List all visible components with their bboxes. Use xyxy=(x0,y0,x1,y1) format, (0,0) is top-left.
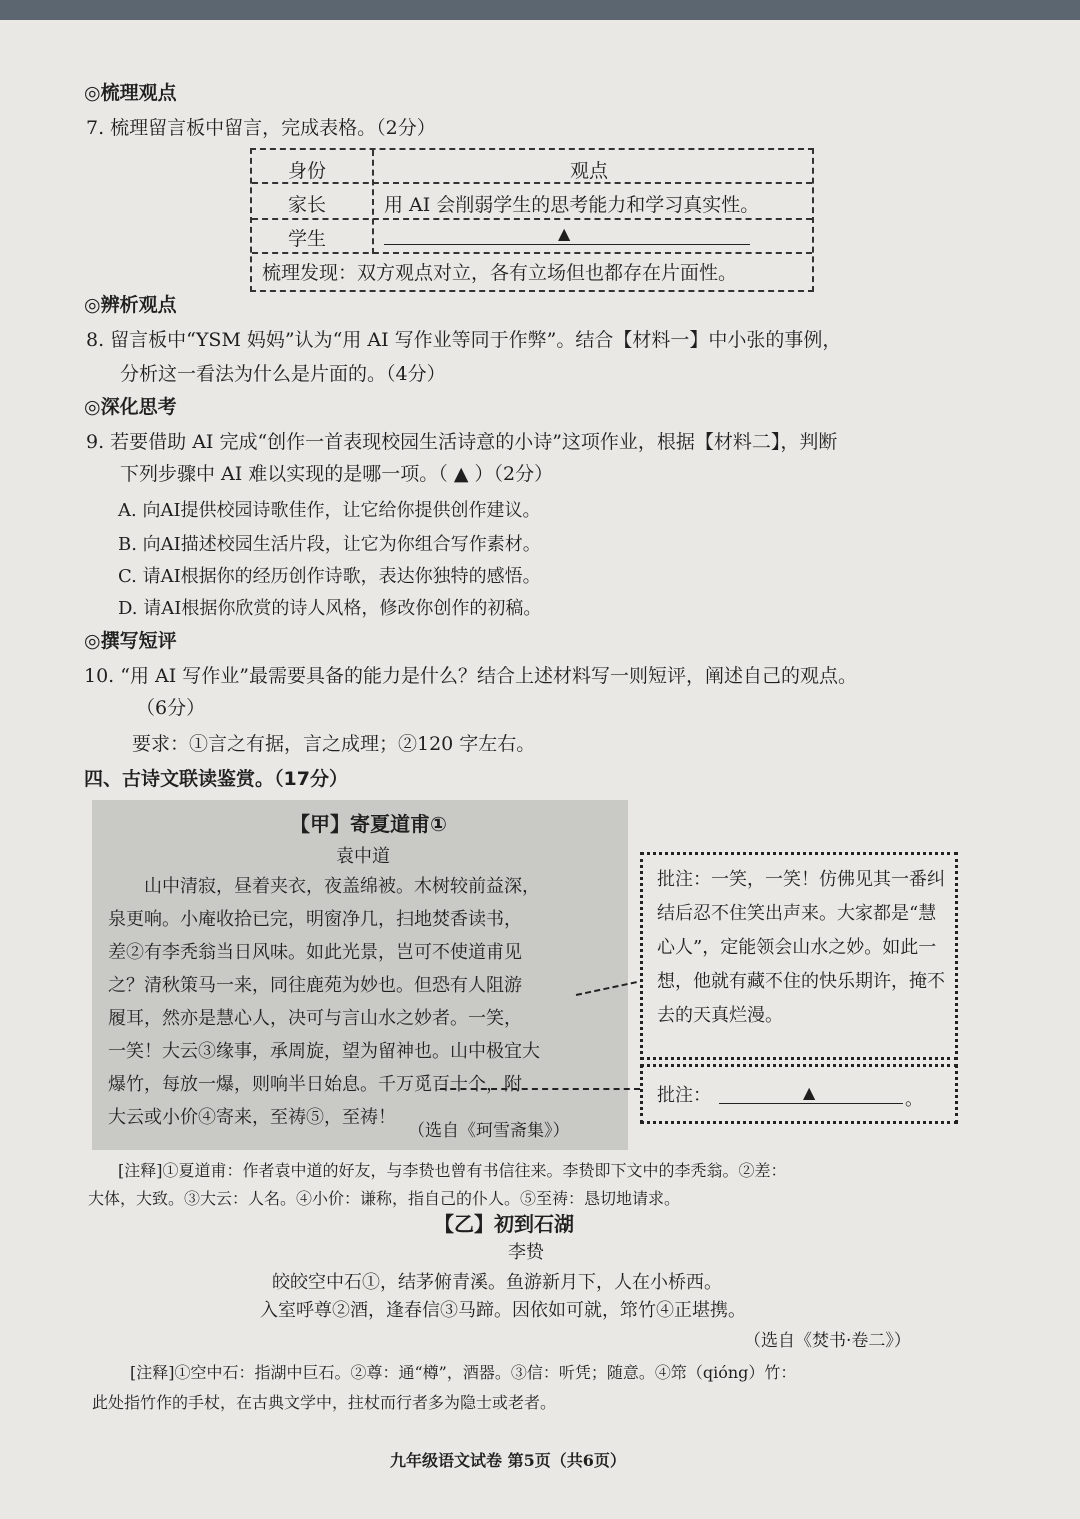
row-parent-view: 用 AI 会削弱学生的思考能力和学习真实性。 xyxy=(384,194,760,216)
jia-author: 袁中道 xyxy=(336,846,390,867)
yi-source: （选自《焚书·卷二》） xyxy=(744,1331,911,1351)
annotation-box-2 xyxy=(640,1064,958,1124)
q7-table xyxy=(250,148,814,292)
annotation-box-1 xyxy=(640,852,958,1060)
question-10-line2: （6分） xyxy=(136,697,206,719)
annotation-end: 。 xyxy=(905,1089,923,1110)
yi-line2: 入室呼尊②酒，逢春信③马蹄。因依如可就，筇竹④正堪携。 xyxy=(260,1300,746,1321)
question-10-requirement: 要求：①言之有据，言之成理；②120 字左右。 xyxy=(132,733,536,755)
row-student-label: 学生 xyxy=(288,228,327,250)
row-parent-label: 家长 xyxy=(288,194,327,216)
answer-marker-icon: ▲ xyxy=(803,1083,816,1102)
yi-title: 【乙】初到石湖 xyxy=(434,1212,574,1236)
answer-blank-line[interactable] xyxy=(384,244,750,245)
question-9-line1: 9. 若要借助 AI 完成“创作一首表现校园生活诗意的小诗”这项作业，根据【材料二】，判断 xyxy=(86,431,838,453)
yi-author: 李贽 xyxy=(508,1242,544,1263)
jia-line: 大云或小价④寄来，至祷⑤，至祷！ xyxy=(108,1107,396,1128)
question-8-line1: 8. 留言板中“YSM 妈妈”认为“用 AI 写作业等同于作弊”。结合【材料一】中小张的事例， xyxy=(86,329,842,351)
yi-annotation-line1: [注释]①空中石：指湖中巨石。②尊：通“樽”，酒器。③信：听凭；随意。④筇（qióng）竹： xyxy=(130,1363,797,1382)
jia-annotation-line1: [注释]①夏道甫：作者袁中道的好友，与李贽也曾有书信往来。李贽即下文中的李秃翁。②差： xyxy=(118,1161,787,1180)
question-8-line2: 分析这一看法为什么是片面的。（4分） xyxy=(120,363,446,385)
answer-marker-icon: ▲ xyxy=(558,224,571,243)
section-heading: ◎梳理观点 xyxy=(84,82,177,104)
jia-text xyxy=(108,870,624,1134)
top-edge-band xyxy=(0,0,1080,20)
annotation-text: 批注：一笑，一笑！仿佛见其一番纠结后忍不住笑出声来。大家都是“慧心人”，定能领会山水之妙。如此一想，他就有藏不住的快乐期许，掩不去的天真烂漫。 xyxy=(657,869,945,1026)
jia-source: （选自《珂雪斋集》） xyxy=(408,1121,570,1141)
page-footer: 九年级语文试卷 第5页（共6页） xyxy=(390,1451,626,1470)
option-a[interactable]: A. 向AI提供校园诗歌佳作，让它给你提供创作建议。 xyxy=(118,500,541,521)
col-header-identity: 身份 xyxy=(288,160,327,182)
annotation-label: 批注： xyxy=(657,1085,711,1106)
option-d[interactable]: D. 请AI根据你欣赏的诗人风格，修改你创作的初稿。 xyxy=(118,598,542,619)
section-heading: ◎深化思考 xyxy=(84,396,177,418)
yi-annotation-line2: 此处指竹作的手杖，在古典文学中，拄杖而行者多为隐士或老者。 xyxy=(92,1393,557,1412)
table-finding: 梳理发现：双方观点对立，各有立场但也都存在片面性。 xyxy=(262,262,738,284)
jia-line: 爆竹，每放一爆，则响半日始息。千万觅百十个，附 xyxy=(108,1074,522,1095)
question-10-line1: 10. “用 AI 写作业”最需要具备的能力是什么？结合上述材料写一则短评，阐述自己的观点。 xyxy=(84,665,857,687)
section-heading: ◎辨析观点 xyxy=(84,294,177,316)
yi-line1: 皎皎空中石①，结茅俯青溪。鱼游新月下，人在小桥西。 xyxy=(272,1272,722,1293)
jia-line: 一笑！大云③缘事，承周旋，望为留神也。山中极宜大 xyxy=(108,1041,540,1062)
section-heading: ◎撰写短评 xyxy=(84,630,177,652)
section-heading: 四、古诗文联读鉴赏。（17分） xyxy=(84,768,348,790)
jia-line: 之？清秋策马一来，同往鹿苑为妙也。但恐有人阻游 xyxy=(108,975,522,996)
connector-line xyxy=(440,1088,640,1090)
option-b[interactable]: B. 向AI描述校园生活片段，让它为你组合写作素材。 xyxy=(118,534,541,555)
annotation-answer-line[interactable] xyxy=(719,1103,903,1104)
jia-line: 差②有李秃翁当日风味。如此光景，岂可不使道甫见 xyxy=(108,942,522,963)
col-header-view: 观点 xyxy=(570,160,609,182)
jia-line: 泉更响。小庵收拾已完，明窗净几，扫地焚香读书， xyxy=(108,909,522,930)
option-c[interactable]: C. 请AI根据你的经历创作诗歌，表达你独特的感悟。 xyxy=(118,566,541,587)
jia-title: 【甲】寄夏道甫① xyxy=(290,812,447,836)
jia-line: 山中清寂，昼着夹衣，夜盖绵被。木树较前益深， xyxy=(144,876,540,897)
jia-line: 履耳，然亦是慧心人，决可与言山水之妙者。一笑， xyxy=(108,1008,522,1029)
jia-annotation-line2: 大体，大致。③大云：人名。④小价：谦称，指自己的仆人。⑤至祷：恳切地请求。 xyxy=(88,1189,681,1208)
question-7: 7. 梳理留言板中留言，完成表格。（2分） xyxy=(86,117,436,139)
question-9-line2: 下列步骤中 AI 难以实现的是哪一项。（ ▲ ）（2分） xyxy=(120,463,554,485)
